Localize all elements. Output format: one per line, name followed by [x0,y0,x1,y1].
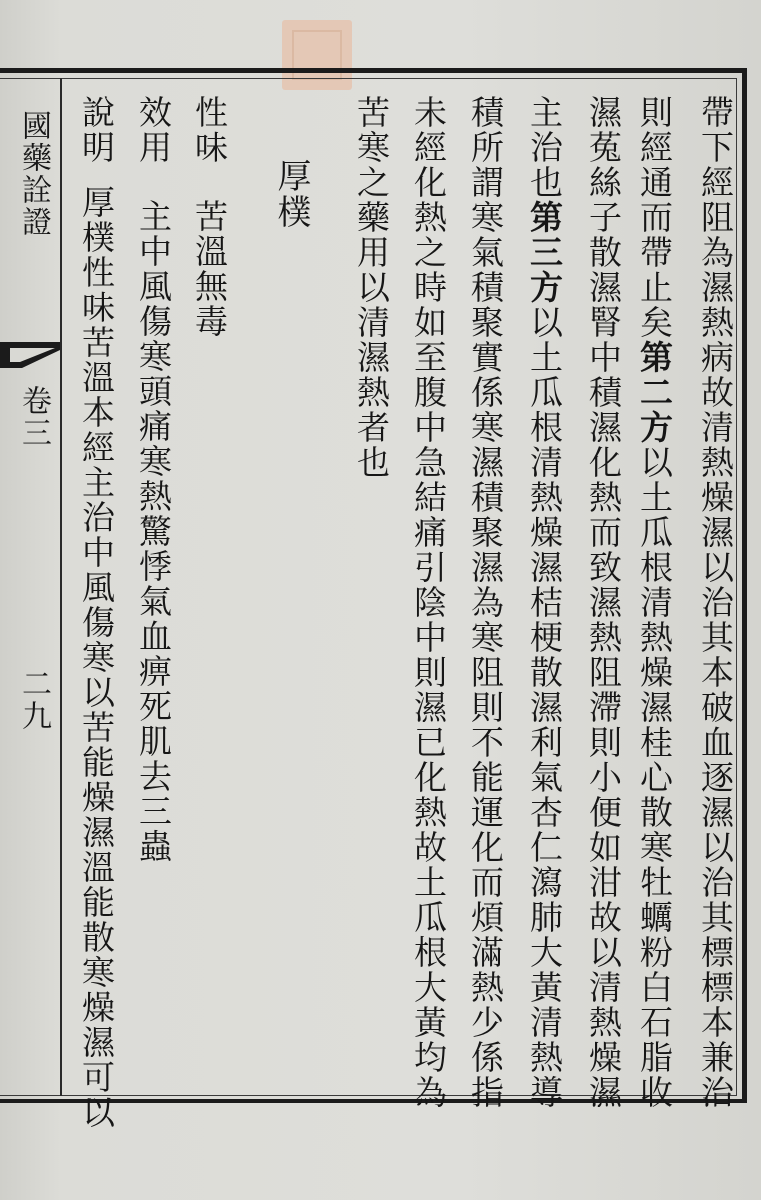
text-column-11 [73,95,119,1130]
formula-heading-3: 第三方 [525,200,564,305]
text-column-6: 未經化熱之時如至腹中急結痛引陰中則濕已化熱故土瓜根大黃均為 [409,95,448,1110]
book-title: 國藥詮證 [16,110,51,238]
text-column-3: 濕菟絲子散濕腎中積濕化熱而致濕熱阻滯則小便如泔故以清熱燥濕 [584,95,623,1110]
field-value-explanation: 厚樸性味苦溫本經主治中風傷寒以苦能燥濕溫能散寒燥濕可以 [77,185,116,1130]
text-run: 以土瓜根清熱燥濕桂心散寒牡蠣粉白石脂收 [635,445,674,1110]
text-column-10 [130,95,176,864]
text-column-1: 帶下經阻為濕熱病故清熱燥濕以治其本破血逐濕以治其標標本兼治 [696,95,735,1110]
field-value-nature: 苦溫無毒 [190,199,229,339]
field-label-effect: 效用 [134,95,173,165]
page-number: 二九 [16,668,51,732]
entry-heading: 厚樸 [271,158,311,230]
field-label-nature: 性味 [190,95,229,165]
field-label-explanation: 說明 [77,95,116,165]
field-value-effect: 主中風傷寒頭痛寒熱驚悸氣血痹死肌去三蟲 [134,199,173,864]
text-column-5: 積所謂寒氣積聚實係寒濕積聚濕為寒阻則不能運化而煩滿熱少係指 [466,95,505,1110]
text-run: 以土瓜根清熱燥濕桔梗散濕利氣杏仁瀉肺大黃清熱導 [525,305,564,1110]
text-run: 則經通而帶止矣 [635,95,674,340]
text-column-4 [521,95,567,1110]
text-column-2 [631,95,677,1110]
text-run: 主治也 [525,95,564,200]
fold-marker-icon [0,330,60,380]
text-column-9 [186,95,232,339]
formula-heading-2: 第二方 [635,340,674,445]
text-column-7: 苦寒之藥用以清濕熱者也 [352,95,391,480]
volume-label: 卷三 [16,385,51,449]
